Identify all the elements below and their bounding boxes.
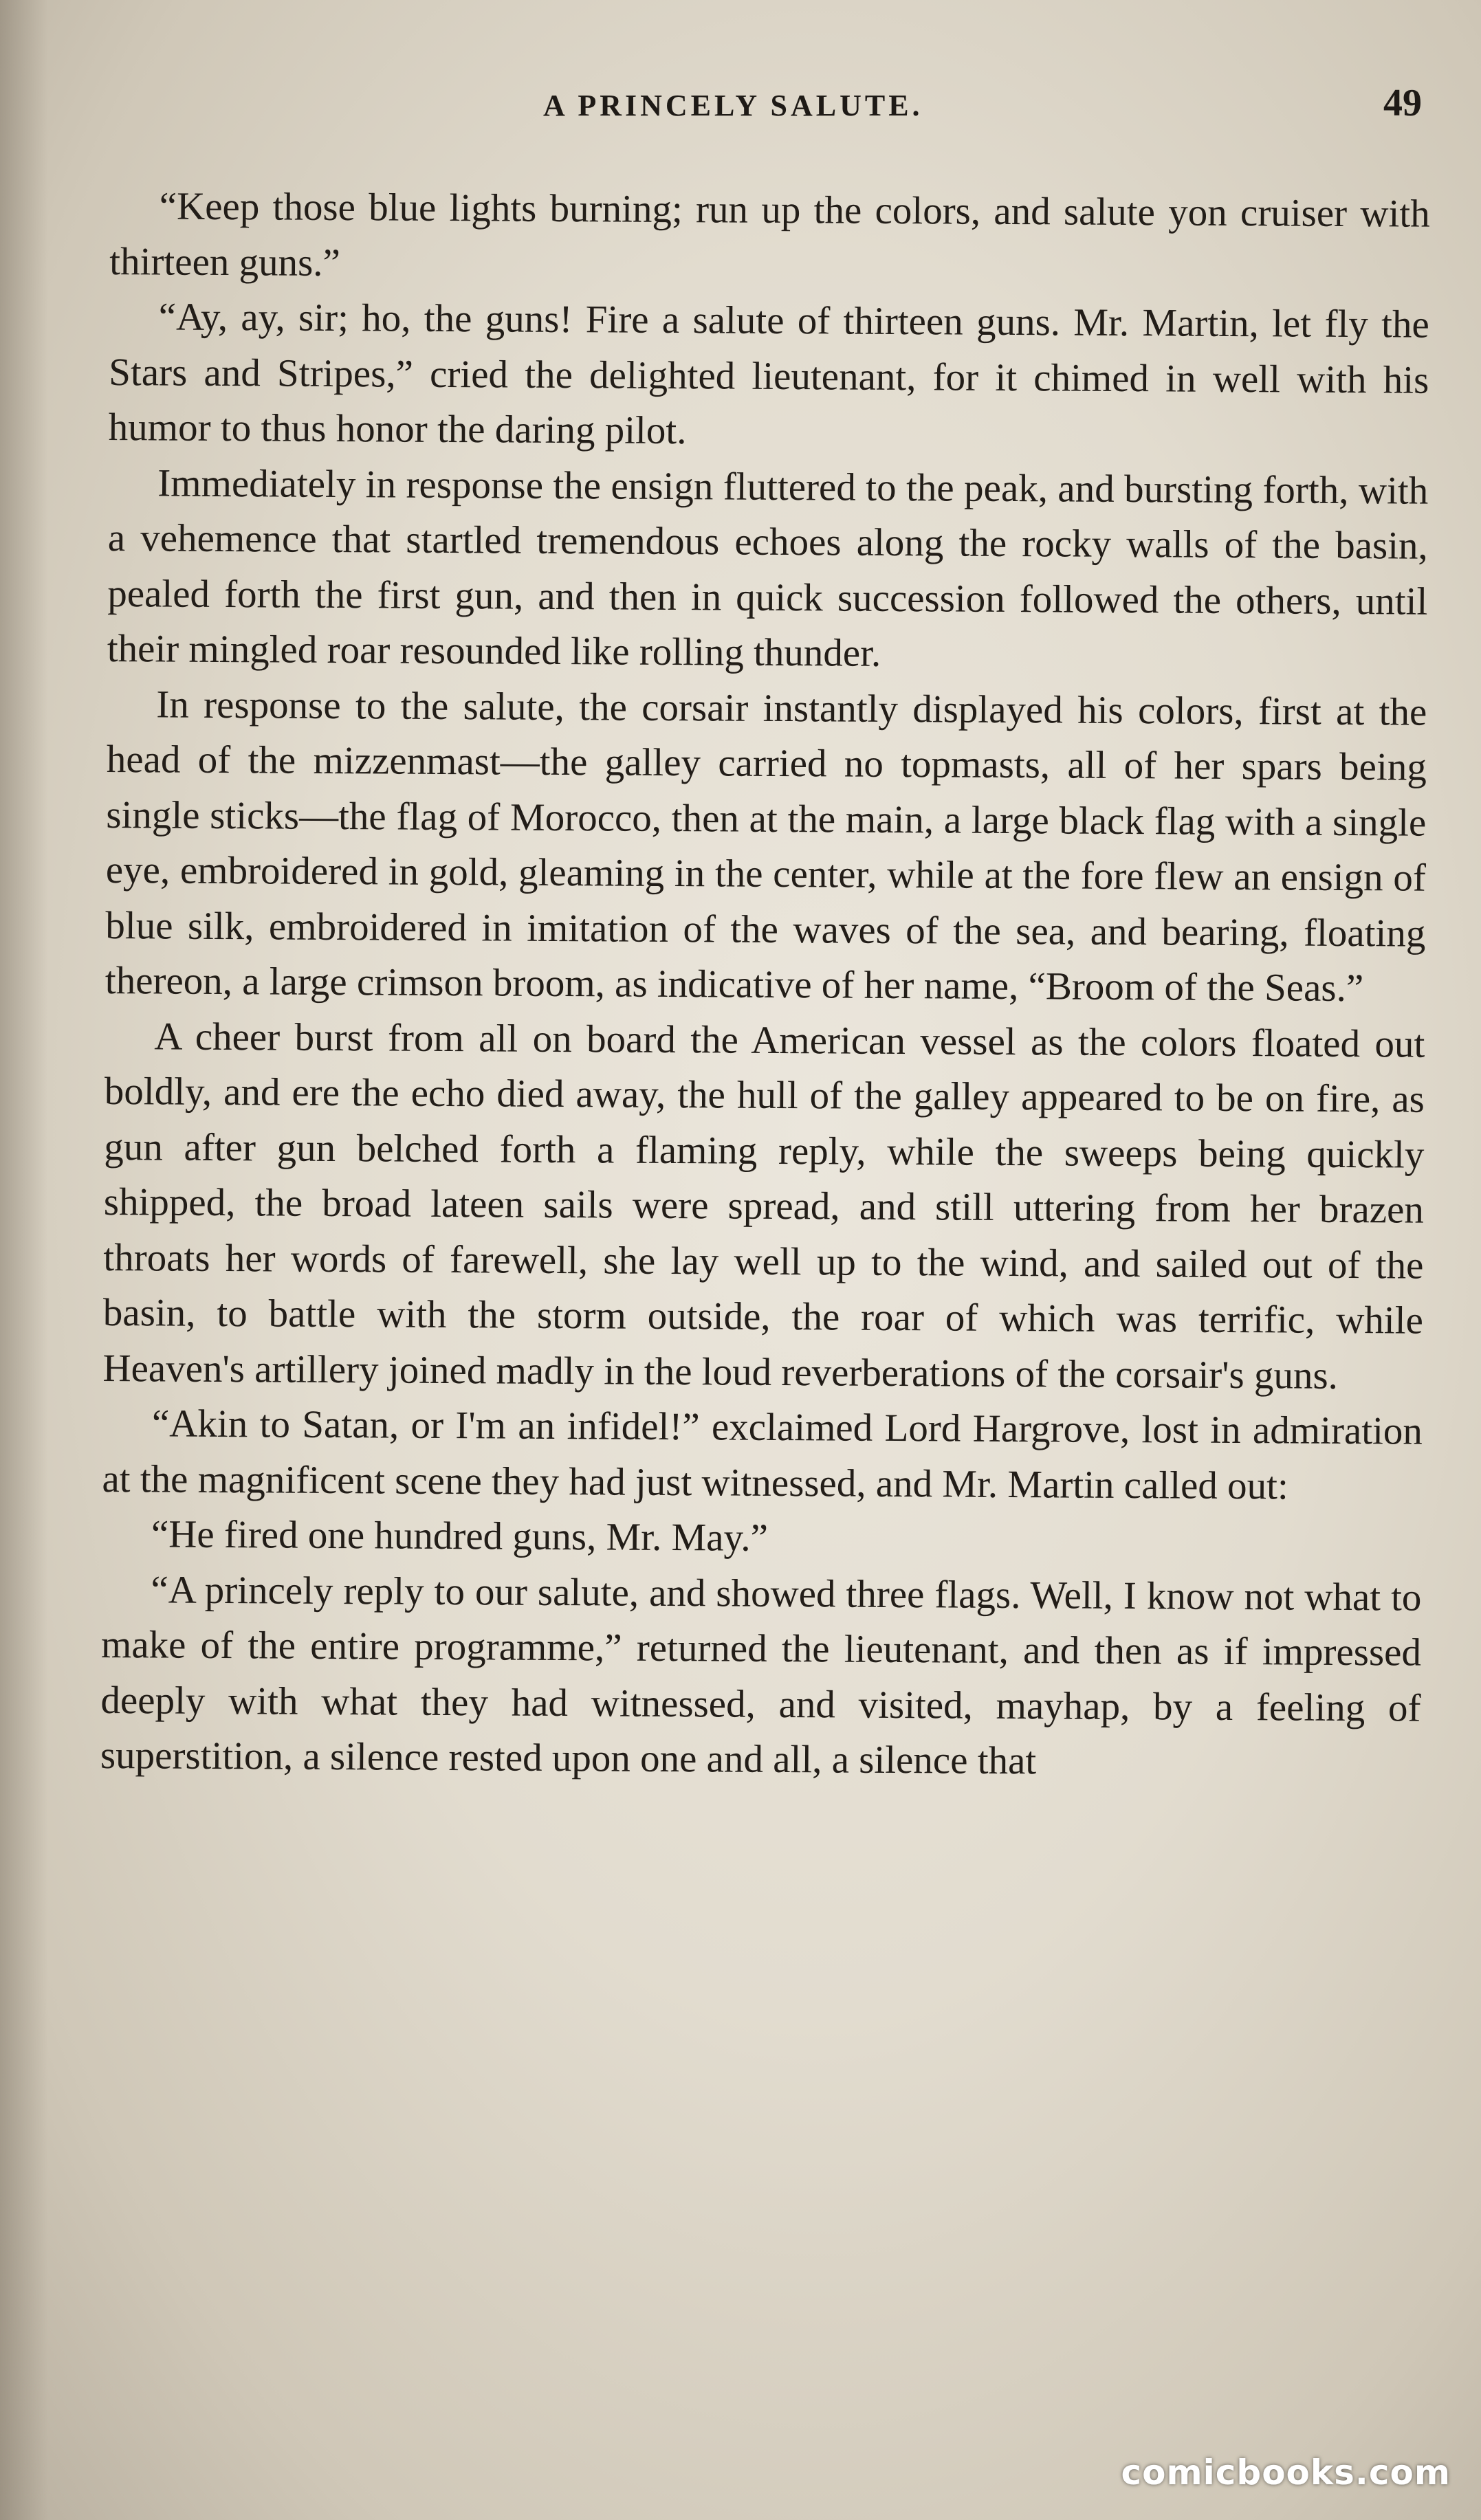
body-text (100, 179, 1430, 1791)
paragraph: Immediately in response the ensign fluttered to the peak, and bursting forth, with a vehemence that startled tremendous echoes along the rocky walls of the basin, pealed forth the first gun, and then in quick succession followed the others, until their mingled roar resounded like rolling thunder. (107, 461, 1429, 675)
paragraph: In response to the salute, the corsair instantly displayed his colors, first at the head of the mizzenmast—the galley carried no topmasts, all of her spars being single sticks—the flag of Morocco, then at the main, a large black flag with a single eye, embroidered in gold, gleaming in the center, while at the fore flew an ensign of blue silk, embroidered in imitation of the waves of the sea, and bearing, floating thereon, a large crimson broom, as indicative of her name, “Broom of the Seas.” (105, 682, 1427, 1010)
paragraph: A cheer burst from all on board the American vessel as the colors floated out boldly, and ere the echo died away, the hull of the galley appeared to be on fire, as gun after gun belched forth a flaming reply, while the sweeps being quickly shipped, the broad lateen sails were spread, and still uttering from her brazen throats her words of farewell, she lay well up to the wind, and sailed out of the basin, to battle with the storm outside, the roar of which was terrific, while Heaven's artillery joined madly in the loud reverberations of the corsair's guns. (102, 1014, 1425, 1397)
paragraph: “He fired one hundred guns, Mr. May.” (151, 1512, 769, 1560)
watermark: comicbooks.com (1121, 2453, 1451, 2493)
page-number: 49 (1383, 82, 1422, 124)
paragraph: “Keep those blue lights burning; run up the colors, and salute yon cruiser with thirteen guns.” (109, 184, 1430, 285)
spine-shadow (0, 0, 48, 2520)
running-title: A PRINCELY SALUTE. (543, 89, 923, 122)
paragraph: “A princely reply to our salute, and showed three flags. Well, I know not what to make of the entire programme,” returned the lieutenant, and then as if impressed deeply with what they had witnessed, and visited, mayhap, by a feeling of superstition, a silence rested upon one and all, a silence that (100, 1567, 1422, 1783)
paragraph: “Akin to Satan, or I'm an infidel!” exclaimed Lord Hargrove, lost in admiration at the magnificent scene they had just witnessed, and Mr. Martin called out: (102, 1402, 1423, 1508)
paragraph: “Ay, ay, sir; ho, the guns! Fire a salute of thirteen guns. Mr. Martin, let fly the Stars and Stripes,” cried the delighted lieutenant, for it chimed in well with his humor to thus honor the daring pilot. (108, 295, 1429, 453)
running-head (103, 81, 1437, 136)
